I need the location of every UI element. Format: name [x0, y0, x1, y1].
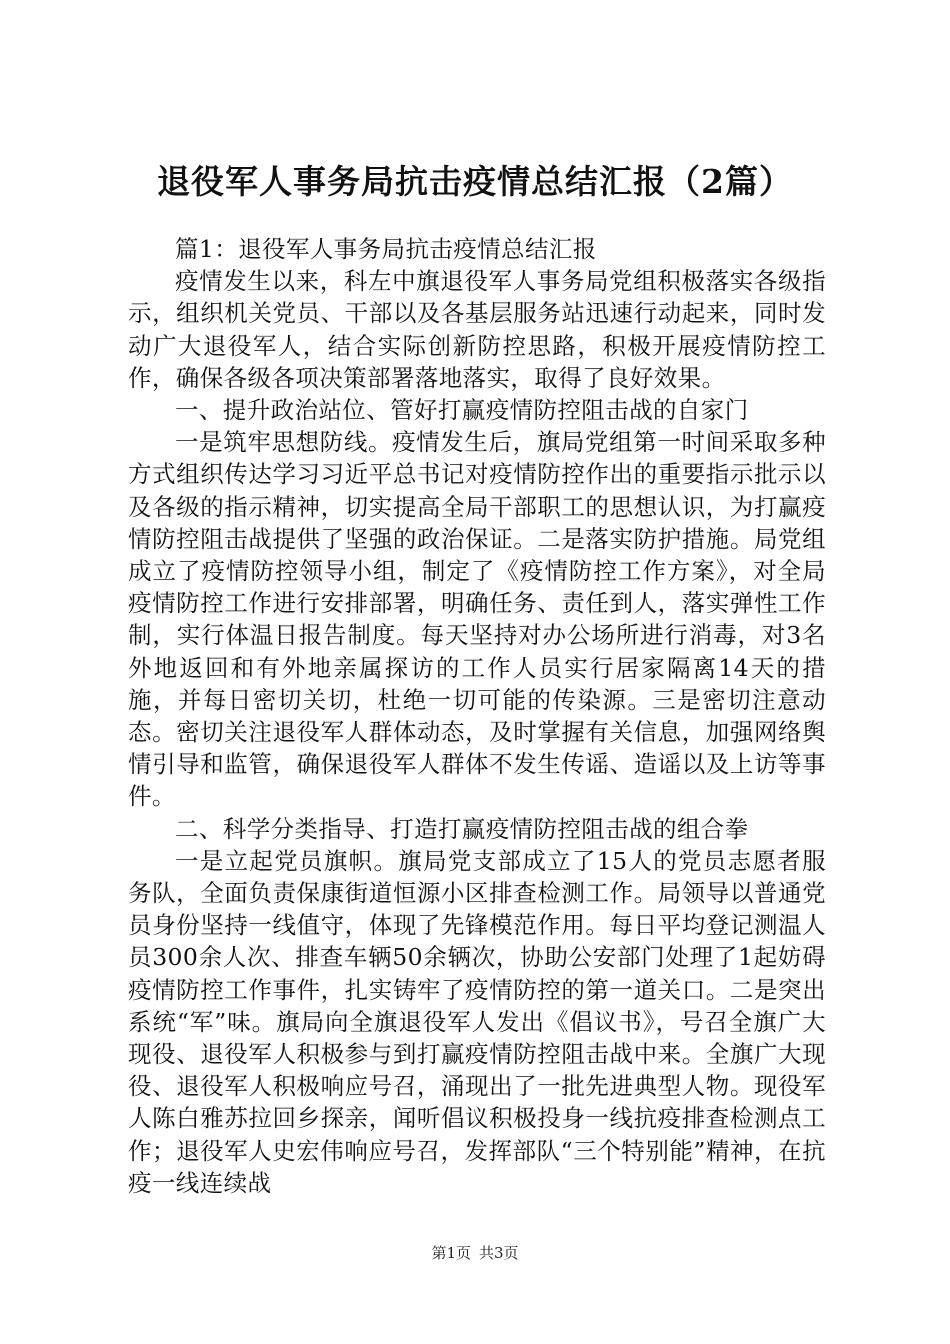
intro-paragraph: 疫情发生以来，科左中旗退役军人事务局党组积极落实各级指示，组织机关党员、干部以及各基层服务站迅速行动起来，同时发动广大退役军人，结合实际创新防控思路，积极开展疫情防控工作，确保各级各项决策部署落地落实，取得了良好效果。	[128, 267, 826, 392]
body-paragraph-2: 一是立起党员旗帜。旗局党支部成立了15人的党员志愿者服务队，全面负责保康街道恒源小区排查检测工作。局领导以普通党员身份坚持一线值守，体现了先锋模范作用。每日平均登记测温人员300余人次、排查车辆50余辆次，协助公安部门处理了1起妨碍疫情防控工作事件，扎实铸牢了疫情防控的第一道关口。二是突出系统“军”味。旗局向全旗退役军人发出《倡议书》，号召全旗广大现役、退役军人积极参与到打赢疫情防控阻击战中来。全旗广大现役、退役军人积极响应号召，涌现出了一批先进典型人物。现役军人陈白雅苏拉回乡探亲，闻听倡议积极投身一线抗疫排查检测点工作；退役军人史宏伟响应号召，发挥部队“三个特别能”精神，在抗疫一线连续战	[128, 846, 826, 1197]
page-total: 共3页	[479, 1244, 519, 1262]
section-heading-2: 二、科学分类指导、打造打赢疫情防控阻击战的组合拳	[175, 814, 749, 843]
body-paragraph-1: 一是筑牢思想防线。疫情发生后，旗局党组第一时间采取多种方式组织传达学习习近平总书记对疫情防控作出的重要指示批示以及各级的指示精神，切实提高全局干部职工的思想认识，为打赢疫情防控阻击战提供了坚强的政治保证。二是落实防护措施。局党组成立了疫情防控领导小组，制定了《疫情防控工作方案》，对全局疫情防控工作进行安排部署，明确任务、责任到人，落实弹性工作制，实行体温日报告制度。每天坚持对办公场所进行消毒，对3名外地返回和有外地亲属探访的工作人员实行居家隔离14天的措施，并每日密切关切，杜绝一切可能的传染源。三是密切注意动态。密切关注退役军人群体动态，及时掌握有关信息，加强网络舆情引导和监管，确保退役军人群体不发生传谣、造谣以及上访等事件。	[128, 428, 826, 811]
document-body	[128, 233, 826, 1199]
page-number: 第1页	[431, 1244, 471, 1262]
section-heading-part1: 篇1：退役军人事务局抗击疫情总结汇报	[175, 235, 597, 263]
page-footer	[0, 1243, 950, 1263]
section-heading-1: 一、提升政治站位、管好打赢疫情防控阻击战的自家门	[175, 396, 749, 425]
document-title: 退役军人事务局抗击疫情总结汇报（2篇）	[157, 162, 793, 201]
